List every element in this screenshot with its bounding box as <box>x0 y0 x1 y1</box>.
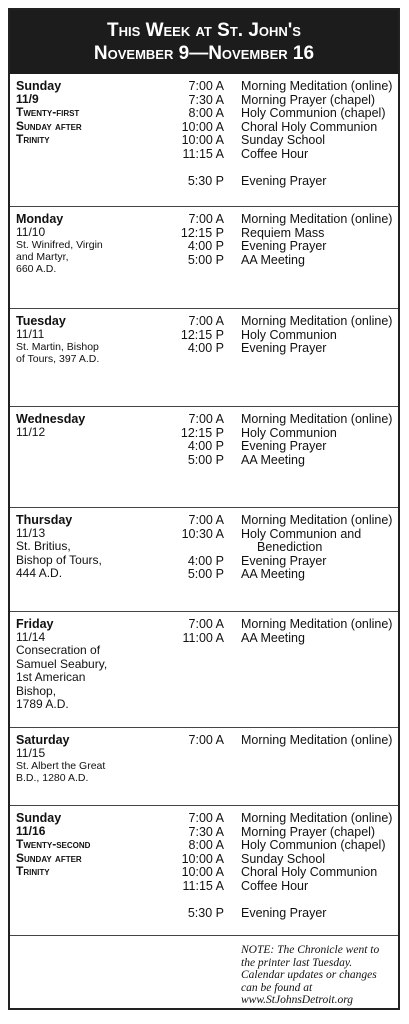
event-name: AA Meeting <box>241 252 305 267</box>
event-time: 4:00 P <box>187 439 224 453</box>
event-name: Benediction <box>257 540 323 554</box>
event-name: Morning Meditation (online) <box>241 811 393 825</box>
feast-note: St. Martin, Bishop <box>16 341 99 353</box>
event-name: Morning Meditation (online) <box>241 79 393 93</box>
event-time: 5:00 P <box>187 567 224 581</box>
event-time: 11:15 A <box>182 878 224 893</box>
event-row <box>10 513 398 527</box>
event-name: Morning Meditation (online) <box>241 733 393 747</box>
header-date-range: November 9—November 16 <box>93 43 315 64</box>
event-row <box>10 852 398 866</box>
event-name: Morning Prayer (chapel) <box>241 92 376 107</box>
event-name: Choral Holy Communion <box>241 119 378 134</box>
day-name: Sunday <box>16 811 62 825</box>
event-row <box>10 212 398 226</box>
event-name: Evening Prayer <box>241 173 327 188</box>
event-name: AA Meeting <box>241 567 305 581</box>
event-row <box>10 239 398 253</box>
feast-note: Trinity <box>16 132 50 146</box>
event-time: 11:15 A <box>182 146 224 161</box>
day-name: Tuesday <box>16 314 66 328</box>
event-time: 7:00 A <box>188 617 224 631</box>
event-row <box>10 226 398 240</box>
event-row <box>10 879 398 893</box>
event-time: 4:00 P <box>187 239 224 253</box>
event-row <box>10 554 398 568</box>
event-name: Morning Meditation (online) <box>241 617 393 631</box>
day-date: 11/16 <box>16 824 46 838</box>
event-time: 7:00 A <box>188 811 224 825</box>
day-name: Friday <box>16 617 54 631</box>
event-time: 8:00 A <box>188 106 224 120</box>
event-time: 12:15 P <box>180 425 224 440</box>
event-row <box>10 426 398 440</box>
event-time: 10:30 A <box>181 526 224 541</box>
feast-note: Consecration of <box>16 643 101 657</box>
event-row <box>10 892 398 906</box>
day-name: Sunday <box>16 79 62 93</box>
event-row <box>10 631 398 645</box>
event-row <box>10 906 398 920</box>
event-time: 7:30 A <box>188 92 224 107</box>
event-name: Choral Holy Communion <box>241 865 378 879</box>
feast-note: 444 A.D. <box>16 566 63 580</box>
event-time: 5:00 P <box>187 252 224 267</box>
event-row <box>10 93 398 107</box>
event-name: Sunday School <box>241 851 326 866</box>
event-row <box>10 453 398 467</box>
event-name: Holy Communion (chapel) <box>241 106 386 120</box>
event-name: Evening Prayer <box>241 905 327 920</box>
event-name: Sunday School <box>241 133 326 147</box>
event-time: 5:30 P <box>187 905 224 920</box>
note-line: the printer last Tuesday. <box>241 956 353 969</box>
note-line: NOTE: The Chronicle went to <box>241 944 380 956</box>
event-time: 12:15 P <box>180 327 224 342</box>
event-time: 7:00 A <box>188 513 224 527</box>
event-name: Morning Meditation (online) <box>241 513 393 527</box>
day-block <box>10 308 398 407</box>
event-name: Requiem Mass <box>241 225 325 240</box>
event-name: Holy Communion and <box>241 526 362 541</box>
event-name: Morning Meditation (online) <box>241 412 393 426</box>
event-name: Coffee Hour <box>241 146 309 161</box>
event-name: Morning Meditation (online) <box>241 314 393 328</box>
event-time: 4:00 P <box>187 341 224 355</box>
event-time: 7:00 A <box>188 212 224 226</box>
feast-note: Twenty-first <box>16 105 80 119</box>
schedule-frame <box>8 8 400 1010</box>
feast-note: 1st American <box>16 670 86 684</box>
note-line: can be found at <box>241 981 313 994</box>
feast-note: and Martyr, <box>16 251 69 263</box>
event-row <box>10 617 398 631</box>
event-row <box>10 838 398 852</box>
event-row <box>10 79 398 93</box>
feast-note: Trinity <box>16 864 50 878</box>
day-name: Thursday <box>16 513 73 527</box>
day-date: 11/14 <box>16 630 46 644</box>
event-name: Holy Communion <box>241 327 337 342</box>
event-time: 7:00 A <box>188 733 224 747</box>
day-block <box>10 406 398 508</box>
event-row <box>10 865 398 879</box>
feast-note: Samuel Seabury, <box>16 656 108 671</box>
event-row <box>10 412 398 426</box>
event-name: Evening Prayer <box>241 341 327 355</box>
event-time: 8:00 A <box>188 838 224 852</box>
feast-note: St. Winifred, Virgin <box>16 239 103 251</box>
website-link[interactable]: www.StJohnsDetroit.org <box>241 994 354 1006</box>
feast-note: 660 A.D. <box>16 263 57 275</box>
event-row <box>10 567 398 581</box>
event-row <box>10 527 398 541</box>
schedule-header <box>10 10 398 74</box>
event-name: Coffee Hour <box>241 878 309 893</box>
day-name: Saturday <box>16 733 70 747</box>
event-row <box>10 341 398 355</box>
day-name: Wednesday <box>16 412 86 426</box>
day-date: 11/12 <box>16 425 46 439</box>
event-time: 4:00 P <box>187 553 224 568</box>
event-row <box>10 160 398 174</box>
event-name: Morning Prayer (chapel) <box>241 824 376 839</box>
note-line: Calendar updates or changes <box>241 969 377 981</box>
event-time: 10:00 A <box>181 119 224 134</box>
event-time: 7:00 A <box>188 79 224 93</box>
event-row <box>10 120 398 134</box>
event-row <box>10 174 398 188</box>
day-date: 11/11 <box>16 327 45 341</box>
feast-note: Twenty-second <box>16 837 91 851</box>
event-time: 5:00 P <box>187 452 224 467</box>
event-time: 10:00 A <box>181 851 224 866</box>
event-row <box>10 106 398 120</box>
event-name: Holy Communion (chapel) <box>241 838 386 852</box>
event-time: 10:00 A <box>181 865 224 879</box>
day-name: Monday <box>16 212 64 226</box>
event-row <box>10 253 398 267</box>
event-time: 7:00 A <box>188 412 224 426</box>
day-date: 11/15 <box>16 746 46 760</box>
feast-note: St. Britius, <box>16 539 71 553</box>
day-block <box>10 74 398 206</box>
event-row <box>10 540 398 554</box>
event-row <box>10 314 398 328</box>
event-time: 5:30 P <box>187 173 224 188</box>
feast-note: St. Albert the Great <box>16 760 106 772</box>
event-name: Holy Communion <box>241 425 337 440</box>
feast-note: Bishop of Tours, <box>16 552 102 567</box>
day-block <box>10 805 398 936</box>
day-date: 11/10 <box>16 225 46 239</box>
event-row <box>10 811 398 825</box>
event-row <box>10 733 398 747</box>
event-time: 7:30 A <box>188 824 224 839</box>
printer-note <box>241 944 397 1007</box>
day-block <box>10 727 398 806</box>
event-name: AA Meeting <box>241 452 305 467</box>
day-block <box>10 507 398 612</box>
event-time: 10:00 A <box>181 133 224 147</box>
feast-note: B.D., 1280 A.D. <box>16 772 89 784</box>
event-name: Evening Prayer <box>241 239 327 253</box>
event-row <box>10 439 398 453</box>
event-time: 12:15 P <box>180 225 224 240</box>
event-row <box>10 328 398 342</box>
event-time: 7:00 A <box>188 314 224 328</box>
day-block <box>10 611 398 728</box>
event-name: Morning Meditation (online) <box>241 212 393 226</box>
event-name: Evening Prayer <box>241 439 327 453</box>
day-date: 11/13 <box>16 526 46 540</box>
header-title: This Week at St. John's <box>107 20 301 41</box>
feast-note: 1789 A.D. <box>16 697 69 711</box>
feast-note: Sunday after <box>16 118 82 133</box>
event-row <box>10 147 398 161</box>
event-row <box>10 825 398 839</box>
day-date: 11/9 <box>16 92 39 106</box>
feast-note: Sunday after <box>16 850 82 865</box>
day-block <box>10 206 398 309</box>
event-time: 11:00 A <box>182 630 224 645</box>
event-row <box>10 133 398 147</box>
event-name: AA Meeting <box>241 630 305 645</box>
note-divider <box>10 935 398 936</box>
feast-note: Bishop, <box>16 683 57 698</box>
feast-note: of Tours, 397 A.D. <box>16 353 100 365</box>
event-name: Evening Prayer <box>241 553 327 568</box>
